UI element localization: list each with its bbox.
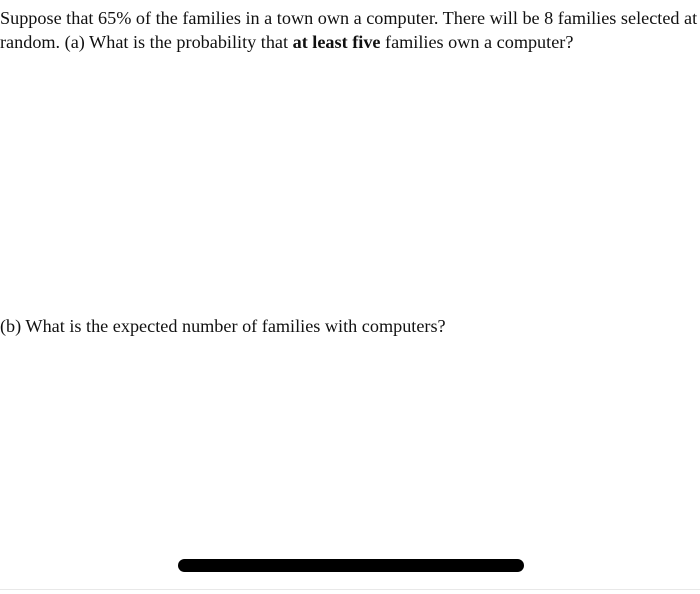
bottom-divider [0, 589, 700, 590]
question-part-a-start: random. (a) What is the probability that [0, 32, 293, 52]
home-indicator[interactable] [178, 559, 524, 572]
question-part-a-line [0, 30, 573, 54]
question-part-b: (b) What is the expected number of families with computers? [0, 316, 446, 336]
question-part-a-end: families own a computer? [380, 32, 574, 52]
question-part-a-emphasis: at least five [292, 32, 381, 52]
question-intro-line-1: Suppose that 65% of the families in a town own a computer. There will be 8 families selected at [0, 8, 698, 28]
